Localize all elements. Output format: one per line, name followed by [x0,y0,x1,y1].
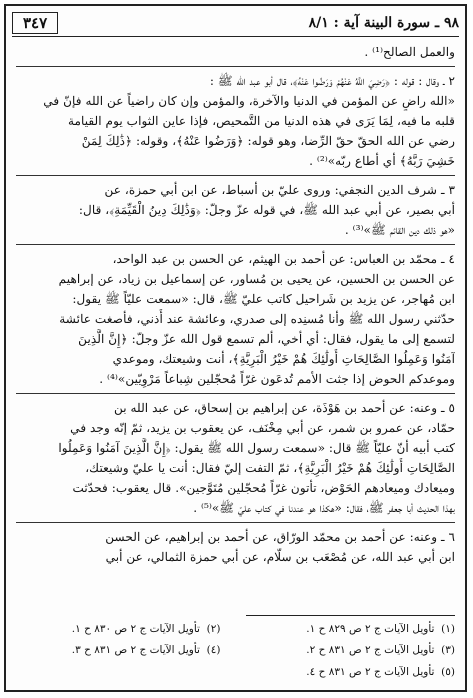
section-divider [16,244,455,245]
footnote-text: تأويل الآيات ج ٢ ص ٨٢٩ ح ١. [306,623,435,635]
footnote [251,620,456,639]
text-line: الصَّالِحَاتِ أُولَٰئِكَ هُمْ خَيْرُ الْبَرِيَّةِ﴾، ثمّ التفت إليّ فقال: أنت يا عليّ وشيعتك، [85,461,455,475]
text-line: خَشِيَ رَبَّهُ﴾ أي أطاع ربّه»⁽²⁾ . [309,154,455,168]
text-line: عن الحسن بن الحسين، عن يحيى بن مُساور، عن إسماعيل بن زياد، عن إبراهيم [58,272,455,286]
section-divider [16,393,455,394]
text-line: «الله راضٍ عن المؤمن في الدنيا والآخرة، والمؤمن وإن كان راضياً عن الله فإنّ في [43,94,455,108]
section-divider [16,522,455,523]
footnote-rule [246,615,455,616]
text-line: لتسمع إلى ما يقول، فقال: أي أخي، ألم تسمع قول الله عزّ وجلّ: ﴿إِنَّ الَّذِينَ [78,332,455,346]
text-line: أبي بصير، عن أبي عبد الله ﷺ، في قوله عزّ وجلّ: ﴿وَذَٰلِكَ دِينُ الْقَيِّمَةِ﴾، قال: [78,203,455,217]
text-line: ٥ ـ وعنه: عن أحمد بن هَوْذَة، عن إبراهيم بن إسحاق، عن عبد الله بن [113,401,455,415]
main-text [16,42,455,630]
footnote [251,641,456,660]
text-line: رضي عن الله الحقّ حقّ الرِّضا، وهو قوله: ﴿وَرَضُوا عَنْهُ﴾، وقوله: ﴿ذَٰلِكَ لِمَنْ [81,134,455,148]
section-divider [16,175,455,176]
text-line: ٢ ـ وقال : قوله : ﴿رَضِيَ اللَّهُ عَنْهُمْ وَرَضُوا عَنْهُ﴾، قال أبو عبد الله ﷺ : [209,74,455,88]
footnote-number: (٥) [441,665,455,678]
text-line: ابن أبي عبد الله، عن مُصْعَب بن سلّام، عن أبي حمزة الثمالي، عن أبي [105,550,455,564]
text-line: «هو ذلك دين القائم ﷺ»⁽³⁾ . [344,223,455,237]
text-line: بهذا الحديث أبا جعفر ﷺ، فقال: «هكذا هو عندنا في كتاب عليّ ﷺ»⁽⁵⁾ . [193,501,455,515]
text-line: ٤ ـ محمّد بن العباس: عن أحمد بن الهيثم، عن الحسن بن عبد الواحد، [112,252,455,266]
page-number: ٣٤٧ [12,12,58,34]
text-line: كتب أبيه أنّ عليّاً ﷺ قال: «سمعت رسول الله ﷺ يقول: ﴿إِنَّ الَّذِينَ آمَنُوا وَعَمِلُوا [58,441,455,455]
footnote-number: (١) [441,623,455,635]
text-line: وميعادك وميعادهم الحَوْض، تأتون غرّاً مُحجّلين مُتَوَّجين». قال يعقوب: فحدّثت [72,481,455,495]
footnote-text: تأويل الآيات ج ٢ ص ٨٣١ ح ٤. [306,665,435,678]
text-line: والعمل الصالح⁽¹⁾ . [364,45,455,59]
text-line: حدّثني رسول الله ﷺ وأنا مُسنِده إلى صدري، وعائشة عند أُذني، فأصغت عائشة [59,312,455,326]
text-line: ٣ ـ شرف الدين النجفي: وروى عليّ بن أسباط، عن ابن أبي حمزة، عن [104,183,455,197]
text-line: وموعدكم الحوض إذا جثت الأمم تُدعَون غرّاً مُحجّلين شِباعاً مَرْوِيّين»⁽⁴⁾ . [99,372,455,386]
footnote [16,620,221,639]
text-line: قلبه ما فيه، لِمَا يَرَى في هذه الدنيا من التَّمحيص، فإذا عاين الثواب يوم القيامة [67,114,455,128]
footnote-number: (٣) [441,644,455,657]
footnotes [16,620,455,682]
footnote-text: تأويل الآيات ج ٢ ص ٨٣٠ ح ١. [71,623,200,635]
text-line: ٦ ـ وعنه: عن أحمد بن محمّد الورّاق، عن أحمد بن إبراهيم، عن الحسن [105,530,455,544]
running-title: ٩٨ ـ سورة البينة آية : ٨/١ [308,15,459,31]
text-line: آمَنُوا وَعَمِلُوا الصَّالِحَاتِ أُولَٰئِكَ هُمْ خَيْرُ الْبَرِيَّةِ﴾، أنت وشيعتك، وموعدي [112,352,455,366]
footnote-text: تأويل الآيات ج ٢ ص ٨٣١ ح ٢. [306,644,435,657]
section-divider [16,66,455,67]
page-frame [4,4,467,692]
text-line: حمّاد، عن عمرو بن شمر، عن أبي مِخْنَف، عن يعقوب بن يزيد، ثمّ إنّه وجد في [70,421,455,435]
page-header [12,10,459,37]
footnote [251,663,456,682]
footnote-number: (٤) [206,644,221,657]
footnote-number: (٢) [206,623,221,635]
footnote-text: تأويل الآيات ج ٢ ص ٨٣١ ح ٣. [71,644,200,657]
text-line: ابن مُهاجر، عن يزيد بن شَراحيل كاتب عليّ ﷺ، قال: «سمعت عليّاً ﷺ يقول: [72,292,455,306]
footnote [16,641,221,660]
